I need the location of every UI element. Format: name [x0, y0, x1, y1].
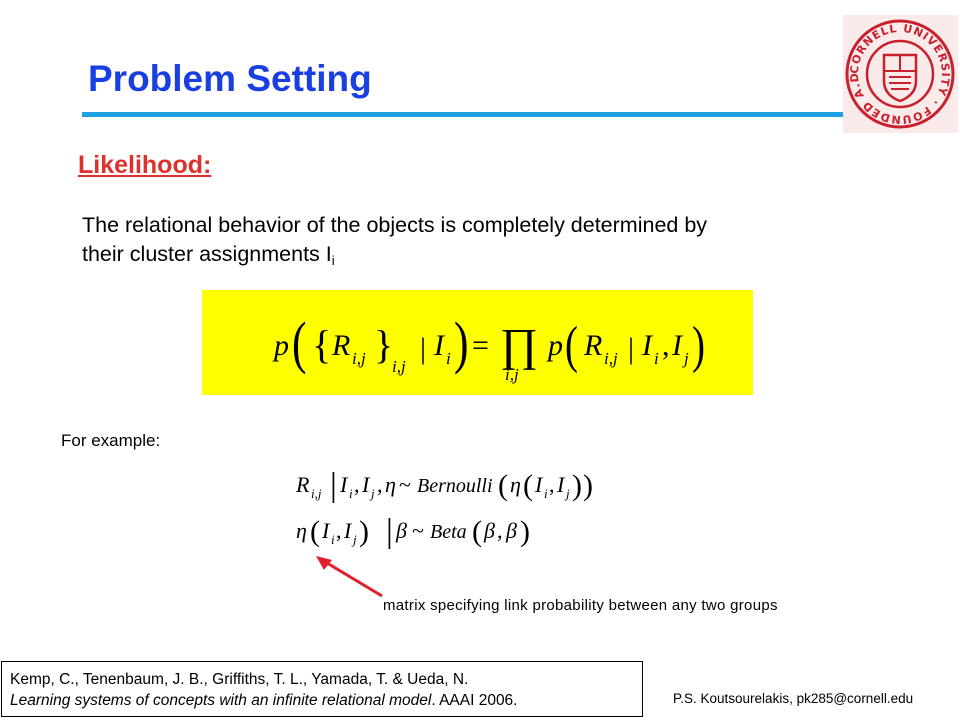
svg-text:(: ( [498, 469, 508, 502]
citation-box [1, 661, 643, 717]
svg-text:i,j: i,j [311, 486, 322, 501]
svg-text:~: ~ [399, 472, 411, 497]
author-footer: P.S. Koutsourelakis, pk285@cornell.edu [673, 691, 914, 706]
svg-text:,: , [377, 472, 383, 497]
svg-text:R: R [332, 329, 351, 362]
svg-text:p: p [274, 329, 289, 362]
svg-text:|: | [330, 467, 337, 504]
svg-text:): ) [572, 469, 582, 502]
svg-text:i,j: i,j [352, 349, 366, 368]
description-line-1: The relational behavior of the objects is completely determined by [82, 213, 708, 237]
svg-text:,: , [336, 518, 342, 543]
svg-text:,: , [662, 329, 670, 362]
description-text [82, 211, 882, 275]
red-arrow-icon [310, 552, 390, 602]
svg-text:i,j: i,j [505, 365, 519, 384]
svg-text:i: i [446, 349, 451, 368]
citation-line-2: Learning systems of concepts with an infinite relational model. AAAI 2006. [10, 692, 518, 709]
svg-text:β: β [506, 518, 517, 543]
svg-text:i,j: i,j [604, 349, 618, 368]
likelihood-formula-box [202, 290, 753, 395]
svg-text:(: ( [523, 469, 533, 502]
example-label: For example: [61, 431, 161, 450]
svg-text:R: R [584, 329, 603, 362]
svg-text:i: i [331, 532, 335, 547]
svg-text:η: η [296, 518, 307, 543]
svg-text:): ) [520, 515, 530, 548]
svg-text:β: β [396, 518, 407, 543]
svg-text:(: ( [310, 515, 320, 548]
slide-title: Problem Setting [88, 58, 372, 99]
cornell-seal-logo [843, 15, 958, 133]
svg-text:j: j [684, 349, 689, 368]
svg-text:|: | [386, 513, 393, 550]
citation-line-1: Kemp, C., Tenenbaum, J. B., Griffiths, T. L., Yamada, T. & Ueda, N. [10, 671, 469, 688]
svg-text:(: ( [292, 311, 307, 376]
svg-text:Beta: Beta [430, 521, 467, 543]
svg-text:): ) [454, 311, 469, 376]
svg-text:I: I [322, 518, 330, 543]
example-equations [286, 462, 646, 552]
svg-text:): ) [692, 315, 705, 374]
svg-text:I: I [434, 329, 444, 362]
svg-text:I: I [672, 329, 682, 362]
svg-text:}: } [374, 322, 394, 367]
description-line-2: their cluster assignments $I_i$ [82, 242, 335, 268]
svg-text:i: i [349, 486, 353, 501]
svg-text:,: , [549, 472, 555, 497]
title-underline-rule [82, 112, 846, 117]
svg-text:j: j [371, 486, 375, 501]
matrix-annotation: matrix specifying link probability between any two groups [383, 597, 778, 614]
svg-text:I: I [535, 472, 543, 497]
svg-text:η: η [510, 472, 521, 497]
svg-text:j: j [566, 486, 570, 501]
likelihood-equation [202, 290, 753, 395]
svg-text:∏: ∏ [500, 319, 538, 370]
svg-text:=: = [472, 329, 489, 362]
svg-text:η: η [385, 472, 396, 497]
svg-text:|: | [628, 332, 635, 365]
svg-text:i,j: i,j [392, 357, 406, 376]
seal-ring-text: CORNELL UNIVERSITY · FOUNDED A.D [847, 21, 953, 127]
svg-text:,: , [354, 472, 360, 497]
svg-text:I: I [340, 472, 348, 497]
section-heading-likelihood: Likelihood: [78, 151, 212, 179]
svg-text:): ) [583, 469, 593, 502]
svg-text:~: ~ [412, 518, 424, 543]
svg-text:R: R [296, 472, 310, 497]
svg-text:(: ( [565, 315, 578, 374]
svg-text:I: I [642, 329, 652, 362]
svg-text:{: { [312, 322, 332, 367]
svg-text:I: I [557, 472, 565, 497]
svg-text:,: , [497, 518, 503, 543]
svg-text:i: i [544, 486, 548, 501]
svg-text:(: ( [472, 515, 482, 548]
svg-text:): ) [359, 515, 369, 548]
svg-text:β: β [484, 518, 495, 543]
svg-text:j: j [353, 532, 357, 547]
svg-text:|: | [420, 332, 427, 365]
svg-text:I: I [344, 518, 352, 543]
svg-text:i: i [654, 349, 659, 368]
svg-text:I: I [362, 472, 370, 497]
svg-text:Bernoulli: Bernoulli [417, 475, 493, 497]
svg-text:p: p [548, 329, 563, 362]
